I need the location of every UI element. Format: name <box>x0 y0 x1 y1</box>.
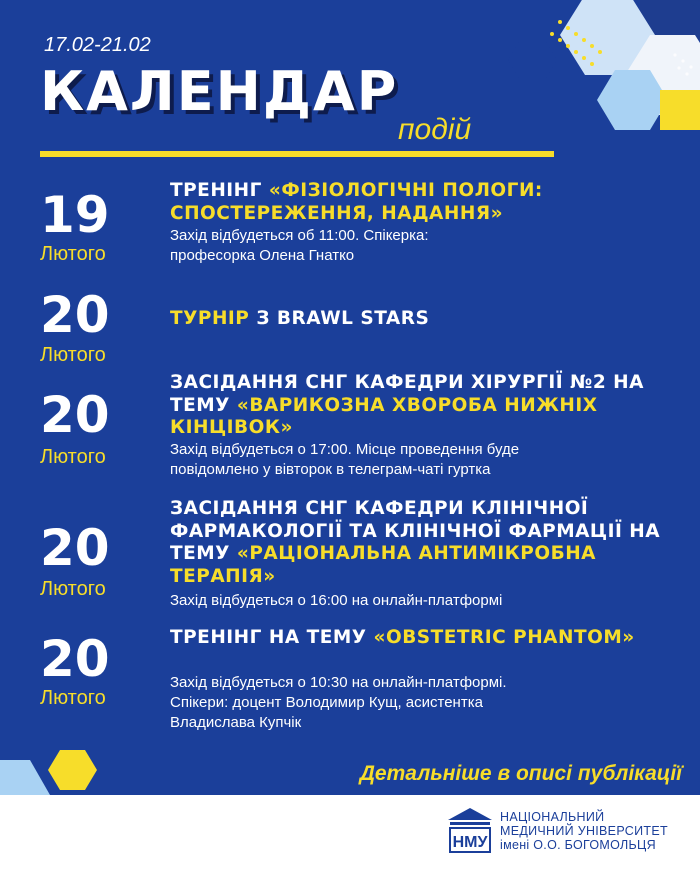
page-subtitle: подій <box>398 113 472 146</box>
event-title-highlight: ТУРНІР <box>170 308 250 329</box>
event-month: Лютого <box>40 243 106 265</box>
event-description <box>170 440 680 480</box>
event-title-text: ТРЕНІНГ НА ТЕМУ <box>170 627 374 648</box>
date-range: 17.02-21.02 <box>44 34 151 56</box>
event-title-text: ЗАСІДАННЯ СНГ КАФЕДРИ КЛІНІЧНОЇ ФАРМАКОЛОГІЇ ТА КЛІНІЧНОЇ ФАРМАЦІЇ НА ТЕМУ <box>170 498 661 564</box>
page-title: КАЛЕНДАР <box>40 60 399 123</box>
university-name-line: МЕДИЧНИЙ УНІВЕРСИТЕТ <box>500 824 668 838</box>
event-month: Лютого <box>40 687 106 709</box>
event-title-text: З BRAWL STARS <box>249 308 430 329</box>
university-name-line: НАЦІОНАЛЬНИЙ <box>500 810 605 824</box>
logo-letters: НМУ <box>452 834 488 851</box>
event-title-highlight: «РАЦІОНАЛЬНА АНТИМІКРОБНА ТЕРАПІЯ» <box>170 543 596 587</box>
event-title-highlight: «ВАРИКОЗНА ХВОРОБА НИЖНІХ КІНЦІВОК» <box>170 394 598 438</box>
event-month: Лютого <box>40 446 106 468</box>
event-day: 20 <box>40 286 110 344</box>
event-description-line: Владислава Купчік <box>170 714 302 731</box>
event-title-highlight: «ФІЗІОЛОГІЧНІ ПОЛОГИ: СПОСТЕРЕЖЕННЯ, НАДАННЯ» <box>170 180 543 224</box>
title-underline <box>40 151 554 157</box>
event-description-line: Захід відбудеться о 16:00 на онлайн-платформі <box>170 592 503 609</box>
event-title-highlight: «OBSTETRIC PHANTOM» <box>373 627 635 648</box>
event-month: Лютого <box>40 344 106 366</box>
event-title <box>170 180 680 225</box>
university-name <box>500 810 690 852</box>
event-description-line: Захід відбудеться о 10:30 на онлайн-платформі. <box>170 674 507 691</box>
event-title-text: ТРЕНІНГ <box>170 180 269 201</box>
event-title-text: ЗАСІДАННЯ СНГ КАФЕДРИ ХІРУРГІЇ №2 НА ТЕМУ <box>170 372 644 416</box>
event-day: 20 <box>40 386 110 444</box>
event-description <box>170 591 680 611</box>
event-title <box>170 308 680 331</box>
event-title <box>170 498 680 588</box>
university-name-line: імені О.О. БОГОМОЛЬЦЯ <box>500 838 656 852</box>
more-info-text: Детальніше в описі публікації <box>359 762 682 785</box>
event-description-line: Спікери: доцент Володимир Кущ, асистентка <box>170 694 483 711</box>
event-description <box>170 226 680 266</box>
event-description-line: повідомлено у вівторок в телеграм-чаті гуртка <box>170 461 491 478</box>
event-month: Лютого <box>40 578 106 600</box>
event-description-line: Захід відбудеться о 17:00. Місце проведення буде <box>170 441 520 458</box>
event-day: 19 <box>40 186 110 244</box>
university-logo <box>446 806 494 856</box>
event-description-line: Захід відбудеться об 11:00. Спікерка: <box>170 227 429 244</box>
event-description-line: професорка Олена Гнатко <box>170 247 355 264</box>
event-title <box>170 627 680 650</box>
event-description <box>170 673 680 733</box>
event-day: 20 <box>40 519 110 577</box>
event-title <box>170 372 680 440</box>
event-day: 20 <box>40 630 110 688</box>
